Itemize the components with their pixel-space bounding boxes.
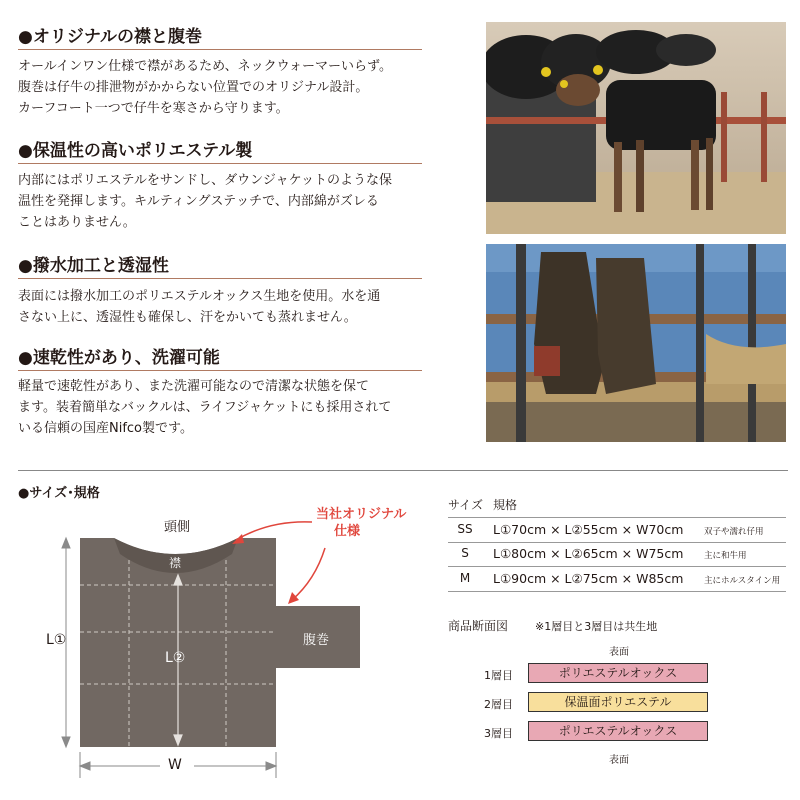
collar-label: 襟 (169, 556, 182, 570)
section-title: ●オリジナルの襟と腹巻 (18, 27, 202, 47)
cross-section-title: 商品断面図 (448, 619, 509, 633)
cross-section-note: ※1層目と3層目は共生地 (535, 620, 658, 633)
bottom-face-label: 表面 (609, 755, 629, 766)
table-row (448, 517, 786, 543)
section-body: 表面には撥水加工のポリエステルオックス生地を使用。水を通 さない上に、透湿性も確保し、汗をかいても蒸れません。 (18, 289, 381, 325)
spec-cell: L①80cm × L②65cm × W75cm (493, 546, 684, 561)
section-body: オールインワン仕様で襟があるため、ネックウォーマーいらず。 腹巻は仔牛の排泄物がかからない位置でのオリジナル設計。 カーフコート一つで仔牛を寒さから守ります。 (18, 59, 393, 116)
layer-1: ポリエステルオックス (528, 663, 708, 683)
l2-label: L② (165, 650, 186, 666)
size-cell: SS (457, 522, 473, 536)
note-cell: 双子や濡れ仔用 (704, 527, 764, 537)
section-title: ●撥水加工と透湿性 (18, 256, 169, 276)
table-row (448, 542, 786, 567)
section-title: ●速乾性があり、洗濯可能 (18, 348, 220, 368)
spec-cell: L①70cm × L②55cm × W70cm (493, 522, 684, 537)
size-cell: M (459, 571, 471, 585)
layer-2: 保温面ポリエステル (528, 692, 708, 712)
layer-1-label: 1層目 (484, 669, 513, 682)
section-body: 軽量で速乾性があり、また洗濯可能なので清潔な状態を保て ます。装着簡単なバックルは、ライフジャケットにも採用されて いる信頼の国産Nifco製です。 (18, 379, 392, 436)
original-spec-callout: 当社オリジナル 仕様 (316, 507, 407, 539)
note-cell: 主にホルスタイン用 (704, 576, 781, 586)
belly-band-label: 腹巻 (303, 633, 330, 648)
layer-2-label: 2層目 (484, 698, 513, 711)
section-body: 内部にはポリエステルをサンドし、ダウンジャケットのような保 温性を発揮します。キルティングステッチで、内部綿がズレる ことはありません。 (18, 173, 392, 230)
head-side-label: 頭側 (164, 520, 191, 535)
spec-header: 規格 (493, 498, 518, 512)
size-section-title: ●サイズ･規格 (18, 486, 100, 501)
top-face-label: 表面 (609, 647, 629, 658)
w-label: W (168, 757, 182, 773)
spec-cell: L①90cm × L②75cm × W85cm (493, 571, 684, 586)
layer-3: ポリエステルオックス (528, 721, 708, 741)
layer-3-label: 3層目 (484, 727, 513, 740)
note-cell: 主に和牛用 (704, 551, 747, 561)
size-cell: S (461, 546, 469, 560)
section-title: ●保温性の高いポリエステル製 (18, 141, 253, 161)
l1-label: L① (46, 632, 67, 648)
size-header: サイズ (448, 498, 484, 512)
table-row (448, 567, 786, 592)
